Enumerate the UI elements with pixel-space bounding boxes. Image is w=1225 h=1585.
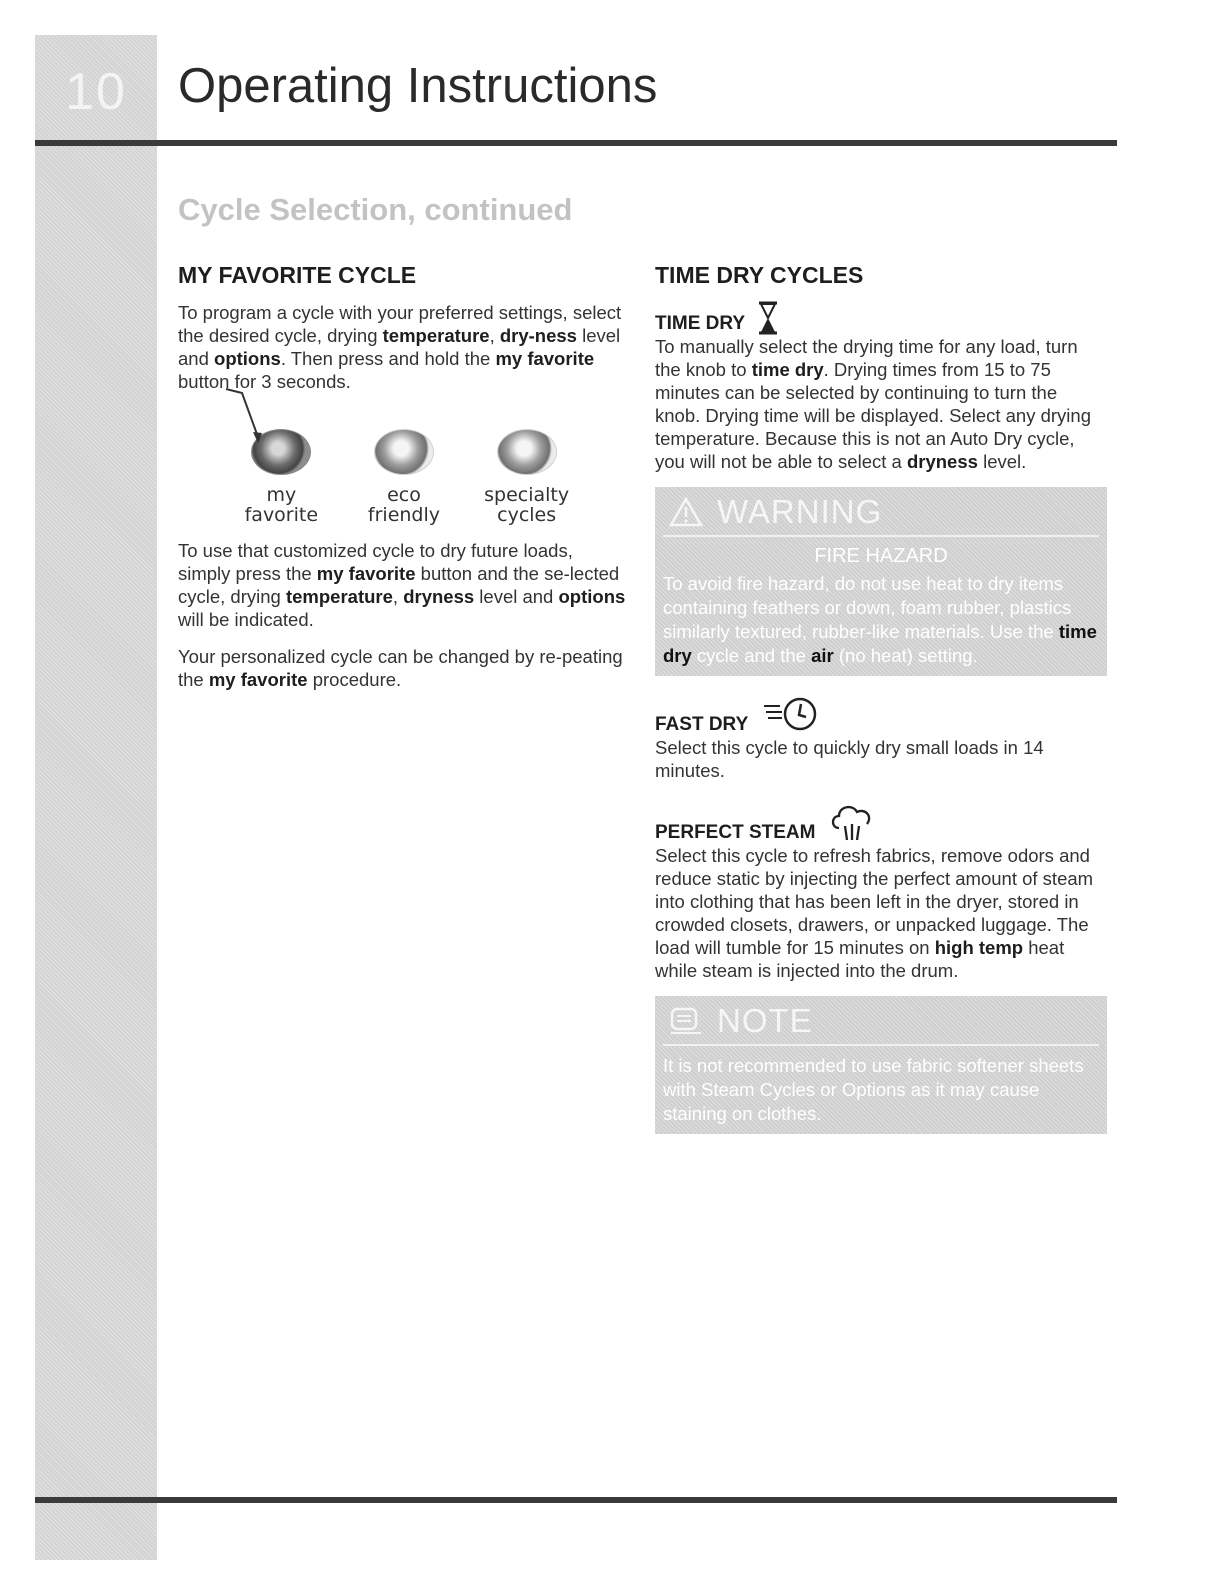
my-favorite-heading: MY FAVORITE CYCLE (178, 262, 417, 288)
perfect-steam-text: Select this cycle to refresh fabrics, remove odors and reduce static by injecting the perfect amount of steam into clothing that has been left in the dryer, stored in crowded closets, drawers, or unpacked luggage. The load will tumble for 15 minutes on high temp heat while steam is injected into the drum. (655, 845, 1094, 981)
right-column (655, 262, 1107, 1152)
perfect-steam-subheading (655, 802, 1107, 844)
my-favorite-intro: To program a cycle with your preferred settings, select the desired cycle, drying temperature, dry-ness level and options. Then press and hold the my favorite button for 3 seconds. (178, 302, 622, 392)
specialty-cycles-knob (497, 429, 557, 475)
note-box (655, 996, 1107, 1134)
note-text: It is not recommended to use fabric softener sheets with Steam Cycles or Options as it may cause staining on clothes. (663, 1055, 1084, 1124)
warning-header (663, 493, 1099, 537)
page-sidebar-band (35, 35, 157, 1560)
note-icon (669, 1006, 703, 1036)
my-favorite-use: To use that customized cycle to dry future loads, simply press the my favorite button and the se-lected cycle, drying temperature, dryness level and options will be indicated. (178, 540, 626, 630)
warning-title: WARNING (717, 493, 883, 530)
warning-text: To avoid fire hazard, do not use heat to dry items containing feathers or down, foam rubber, plastics similarly textured, rubber-like materials. Use the time dry cycle and the air (no heat) setting. (663, 573, 1097, 666)
hourglass-icon (757, 301, 779, 335)
specialty-cycles-button (472, 407, 582, 525)
my-favorite-change: Your personalized cycle can be changed by re-peating the my favorite procedure. (178, 646, 623, 690)
warning-box (655, 487, 1107, 676)
header-rule (35, 140, 1117, 146)
note-title: NOTE (717, 1002, 813, 1039)
fast-dry-title: FAST DRY (655, 714, 749, 735)
steam-cloud-icon (827, 802, 875, 844)
footer-rule (35, 1497, 1117, 1503)
fast-dry-subheading (655, 694, 1107, 736)
page-number: 10 (65, 63, 127, 121)
eco-friendly-knob (374, 429, 434, 475)
pointer-arrow-icon (224, 387, 264, 447)
section-title: Cycle Selection, continued (178, 192, 573, 227)
time-dry-subheading (655, 301, 1107, 335)
my-favorite-label: my favorite (244, 484, 319, 526)
my-favorite-button (226, 407, 336, 525)
page-title: Operating Instructions (178, 59, 658, 113)
eco-friendly-button (349, 407, 459, 525)
warning-triangle-icon (669, 497, 703, 527)
warning-subtitle: FIRE HAZARD (814, 545, 948, 567)
fast-clock-icon (760, 694, 822, 736)
time-dry-cycles-heading: TIME DRY CYCLES (655, 262, 864, 288)
perfect-steam-title: PERFECT STEAM (655, 822, 816, 843)
time-dry-text: To manually select the drying time for any load, turn the knob to time dry. Drying times from 15 to 75 minutes can be selected by continuing to turn the knob. Drying time will be displayed. Select any drying temperature. Because this is not an Auto Dry cycle, you will not be able to select a dryness level. (655, 336, 1091, 472)
specialty-cycles-label: specialty cycles (484, 484, 570, 526)
fast-dry-text: Select this cycle to quickly dry small loads in 14 minutes. (655, 737, 1044, 781)
time-dry-title: TIME DRY (655, 313, 746, 334)
cycle-button-illustration (220, 407, 588, 525)
eco-friendly-label: eco friendly (367, 484, 441, 526)
note-header (663, 1002, 1099, 1046)
left-column (178, 262, 630, 705)
